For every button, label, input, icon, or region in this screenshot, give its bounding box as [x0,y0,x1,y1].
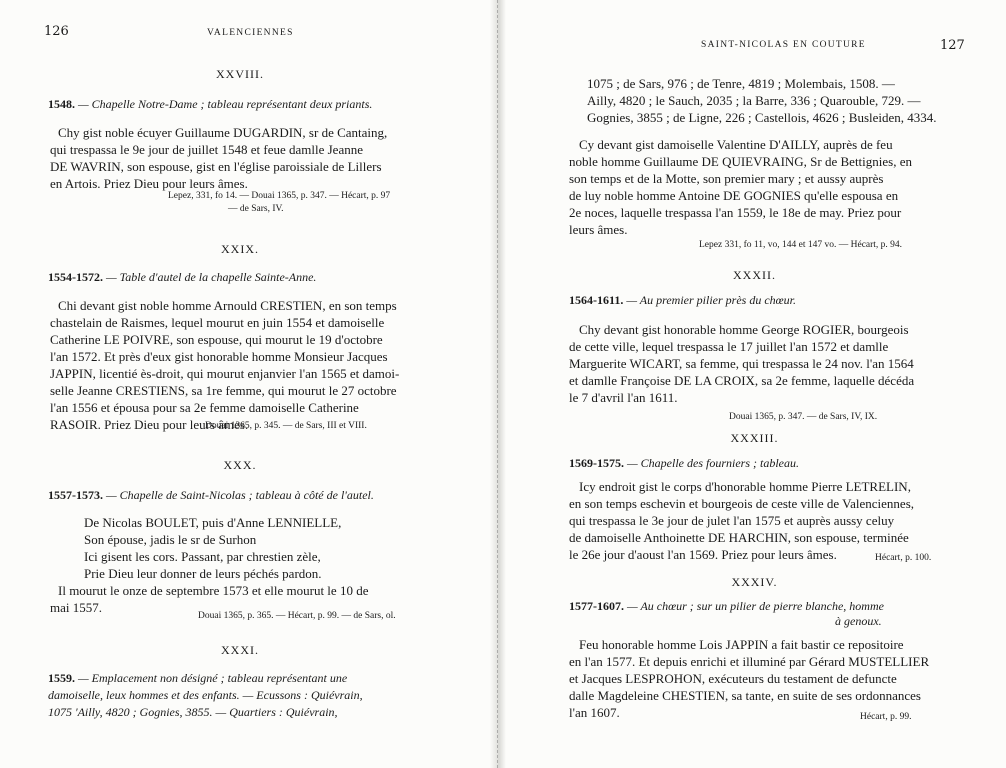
right-page [503,0,1006,768]
entry-heading [48,670,363,721]
entry-date: 1554-1572. [48,270,103,284]
text-line: RASOIR. Priez Dieu pour leurs âmes. [50,417,249,432]
source-ref: Hécart, p. 100. [875,553,932,563]
entry-date: 1569-1575. [569,456,624,470]
page-number-left: 126 [44,24,69,39]
entry-text [50,297,399,433]
binding-seam [497,0,499,768]
entry-date: 1548. [48,97,75,111]
entry-text [569,136,912,238]
text-line: en l'an 1577. Et depuis enrichi et illuminé par Gérard MUSTELLIER [569,654,930,669]
text-line: Chy devant gist honorable homme George ROGIER, bourgeois [579,322,909,337]
source-ref: Douai 1365, p. 347. — de Sars, IV, IX. [729,412,878,422]
verse-line: Ici gisent les cors. Passant, par chrestien zèle, [84,549,321,564]
text-line: l'an 1572. Et près d'eux gist honorable homme Monsieur Jacques [50,349,388,364]
text-line: de damoiselle Anthoinette DE HARCHIN, son espouse, terminée [569,530,909,545]
entry-heading [48,97,372,112]
text-line: en Artois. Priez Dieu pour leurs âmes. [50,176,248,191]
entry-title: — Emplacement non désigné ; tableau représentant une [78,671,348,685]
section-numeral: XXIX. [221,242,259,256]
verse-block [84,514,341,582]
verse-line: De Nicolas BOULET, puis d'Anne LENNIELLE, [84,515,342,530]
text-line: Chy gist noble écuyer Guillaume DUGARDIN, sr de Cantaing, [58,125,388,140]
text-line: Il mourut le onze de septembre 1573 et elle mourut le 10 de [58,583,369,598]
entry-text [569,636,929,721]
continuation-text [587,75,937,126]
text-line: qui trespassa le 9e jour de juillet 1548 et feue damlle Jeanne [50,142,363,157]
text-line: 2e noces, laquelle trespassa l'an 1559, le 18e de may. Priez pour [569,205,902,220]
entry-title: — Au chœur ; sur un pilier de pierre blanche, homme [627,599,884,613]
text-line: leurs âmes. [569,222,628,237]
text-line: Marguerite WICART, sa femme, qui trespassa le 24 nov. l'an 1564 [569,356,914,371]
text-line: le 26e jour d'aoust l'an 1569. Priez pour leurs âmes. [569,547,837,562]
entry-date: 1564-1611. [569,293,624,307]
entry-heading [569,293,796,308]
source-ref: Douai 1365, p. 365. — Hécart, p. 99. — de Sars, ol. [198,611,396,621]
text-line: Cy devant gist damoiselle Valentine D'AILLY, auprès de feu [579,137,893,152]
left-page [0,0,495,768]
text-line: et Jacques LESPROHON, exécuteurs du testament de defuncte [569,671,897,686]
text-line: qui trespassa le 3e jour de julet l'an 1575 et auprès aussy celuy [569,513,895,528]
entry-date: 1557-1573. [48,488,103,502]
text-line: DE WAVRIN, son espouse, gist en l'église paroissiale de Lillers [50,159,382,174]
text-line: Ailly, 4820 ; le Sauch, 2035 ; la Barre, 336 ; Quarouble, 729. — [587,93,921,108]
text-line: Icy endroit gist le corps d'honorable homme Pierre LETRELIN, [579,479,911,494]
text-line: mai 1557. [50,600,102,615]
text-line: de luy noble homme Antoine DE GOGNIES qu'elle espousa en [569,188,899,203]
entry-title: — Chapelle de Saint-Nicolas ; tableau à côté de l'autel. [106,488,374,502]
source-ref: Douai 1365, p. 345. — de Sars, III et VIII. [205,421,367,431]
text-line: de cette ville, lequel trespassa le 17 juillet l'an 1572 et damlle [569,339,889,354]
text-line: son temps et de la Motte, son premier mary ; et aussy auprès [569,171,884,186]
entry-title: — Chapelle des fourniers ; tableau. [627,456,799,470]
entry-title: — Au premier pilier près du chœur. [626,293,797,307]
entry-heading [48,270,316,285]
text-line: JAPPIN, licentié ès-droit, qui mourut enjanvier l'an 1565 et damoi- [50,366,400,381]
source-ref: Lepez 331, fo 11, vo, 144 et 147 vo. — Hécart, p. 94. [699,240,903,250]
entry-heading [569,599,884,629]
text-line: Chi devant gist noble homme Arnould CRESTIEN, en son temps [58,298,397,313]
entry-heading [48,488,374,503]
section-numeral: XXXIII. [730,431,779,445]
verse-line: Prie Dieu leur donner de leurs péchés pardon. [84,566,322,581]
text-line: chastelain de Raismes, lequel mourut en juin 1554 et damoiselle [50,315,385,330]
entry-date: 1559. [48,671,75,685]
running-head-right: SAINT-NICOLAS EN COUTURE [701,40,866,50]
section-numeral: XXX. [223,458,257,472]
text-line: l'an 1556 et épousa pour sa 2e femme damoiselle Catherine [50,400,359,415]
entry-title: — Chapelle Notre-Dame ; tableau représentant deux priants. [78,97,373,111]
entry-text [569,478,914,563]
text-line: et damlle Françoise DE LA CROIX, sa 2e femme, laquelle décéda [569,373,915,388]
text-line: 1075 ; de Sars, 976 ; de Tenre, 4819 ; Molembais, 1508. — [587,76,895,91]
verse-line: Son épouse, jadis le sr de Surhon [84,532,257,547]
text-line: Feu honorable homme Lois JAPPIN a fait bastir ce repositoire [579,637,904,652]
section-numeral: XXXIV. [731,575,778,589]
section-numeral: XXXII. [733,268,776,282]
source-ref: Hécart, p. 99. [860,712,912,722]
entry-title: damoiselle, leux hommes et des enfants. — Ecussons : Quiévrain, [48,688,363,702]
entry-title: à genoux. [835,614,882,628]
entry-title: 1075 'Ailly, 4820 ; Gognies, 3855. — Quartiers : Quiévrain, [48,705,338,719]
text-line: Catherine LE POIVRE, son espouse, qui mourut le 19 d'octobre [50,332,383,347]
text-line: Gognies, 3855 ; de Ligne, 226 ; Castellois, 4626 ; Busleiden, 4334. [587,110,937,125]
running-head-left: VALENCIENNES [207,28,294,38]
text-line: le 7 d'avril l'an 1611. [569,390,678,405]
text-line: dalle Magdeleine CHESTIEN, sa tante, en suite de ses ordonnances [569,688,921,703]
section-numeral: XXXI. [221,643,259,657]
text-line: selle Jeanne CRESTIENS, sa 1re femme, qui mourut le 27 octobre [50,383,397,398]
source-ref: Lepez, 331, fo 14. — Douai 1365, p. 347. — Hécart, p. 97 [168,191,391,201]
section-numeral: XXVIII. [216,67,264,81]
entry-heading [569,456,799,471]
text-line: en son temps eschevin et bourgeois de ceste ville de Valenciennes, [569,496,915,511]
entry-text [569,321,914,406]
entry-date: 1577-1607. [569,599,624,613]
page-number-right: 127 [940,38,965,53]
entry-title: — Table d'autel de la chapelle Sainte-Anne. [106,270,317,284]
text-line: l'an 1607. [569,705,620,720]
entry-text [50,124,388,192]
text-line: noble homme Guillaume DE QUIEVRAING, Sr de Bettignies, en [569,154,912,169]
source-ref: — de Sars, IV. [228,204,284,214]
